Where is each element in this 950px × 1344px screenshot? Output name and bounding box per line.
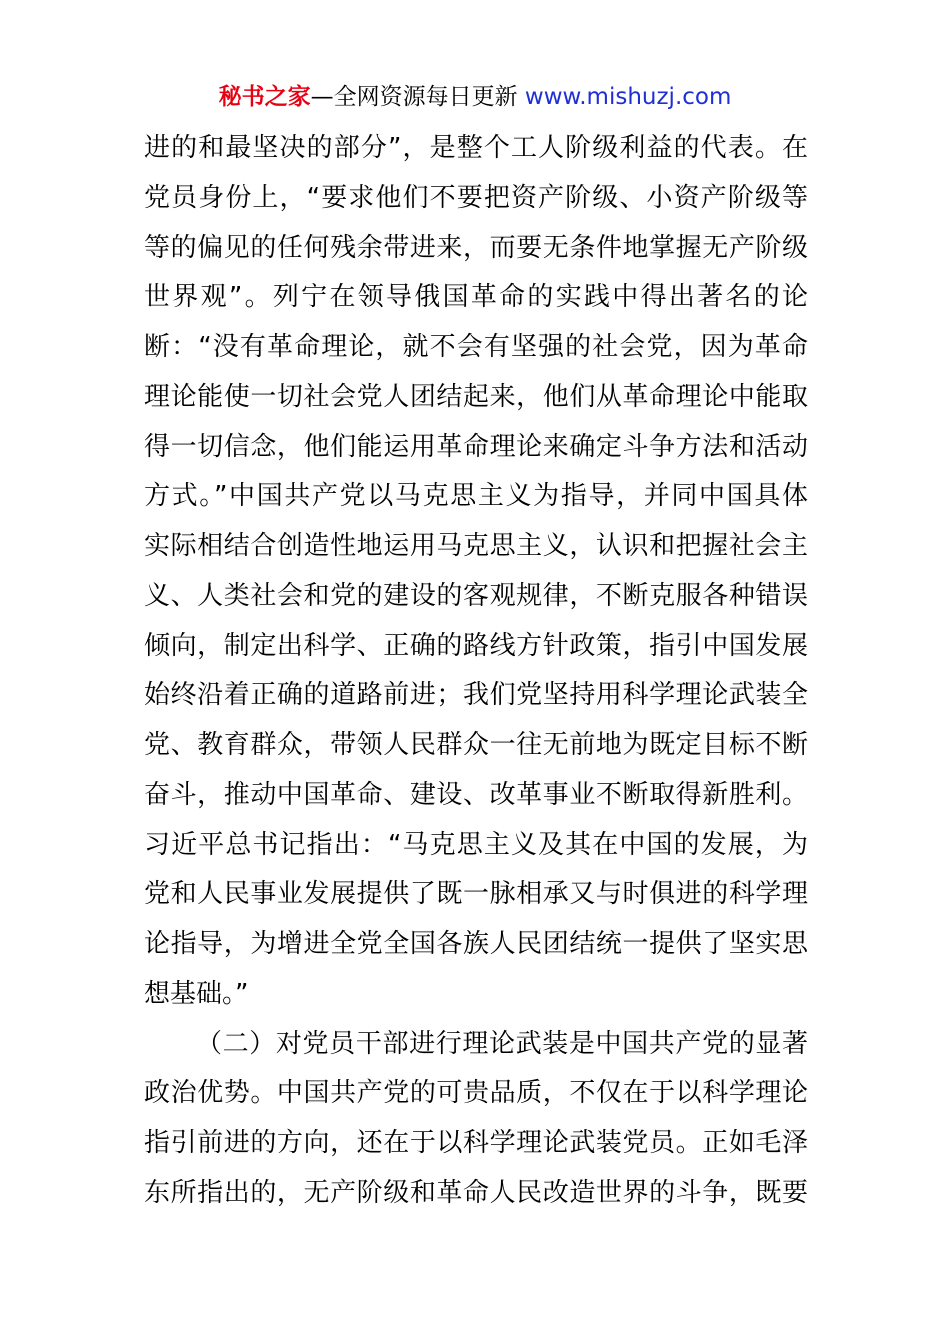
text-line: 奋斗，推动中国革命、建设、改革事业不断取得新胜利。 bbox=[144, 779, 808, 810]
text-line: 习近平总书记指出：“马克思主义及其在中国的发展，为 bbox=[144, 829, 808, 860]
text-line: 党和人民事业发展提供了既一脉相承又与时俱进的科学理 bbox=[144, 879, 808, 910]
text-line: 政治优势。中国共产党的可贵品质，不仅在于以科学理论 bbox=[144, 1078, 808, 1109]
text-line: 理论能使一切社会党人团结起来，他们从革命理论中能取 bbox=[144, 381, 808, 412]
paragraph-2 bbox=[144, 1020, 808, 1219]
document-body bbox=[144, 124, 808, 1219]
text-line: 党、教育群众，带领人民群众一往无前地为既定目标不断 bbox=[144, 730, 808, 760]
text-line: 党员身份上，“要求他们不要把资产阶级、小资产阶级等 bbox=[144, 182, 808, 213]
text-line: 等的偏见的任何残余带进来，而要无条件地掌握无产阶级 bbox=[144, 232, 808, 263]
text-line: 始终沿着正确的道路前进；我们党坚持用科学理论武装全 bbox=[144, 680, 808, 711]
text-line: 义、人类社会和党的建设的客观规律，不断克服各种错误 bbox=[144, 580, 808, 611]
site-url-link[interactable]: www.mishuzj.com bbox=[524, 84, 732, 110]
text-line: 倾向，制定出科学、正确的路线方针政策，指引中国发展 bbox=[144, 630, 808, 661]
text-line: 指引前进的方向，还在于以科学理论武装党员。正如毛泽 bbox=[144, 1128, 808, 1158]
text-line: 进的和最坚决的部分”，是整个工人阶级利益的代表。在 bbox=[144, 133, 808, 163]
text-line: 东所指出的，无产阶级和革命人民改造世界的斗争，既要 bbox=[144, 1177, 808, 1208]
site-header bbox=[0, 80, 950, 114]
text-line: 想基础。” bbox=[144, 978, 249, 1009]
text-line: 断：“没有革命理论，就不会有坚强的社会党，因为革命 bbox=[144, 332, 808, 362]
text-line: 得一切信念，他们能运用革命理论来确定斗争方法和活动 bbox=[144, 431, 808, 462]
text-line: 论指导，为增进全党全国各族人民团结统一提供了坚实思 bbox=[144, 929, 808, 959]
paragraph-1 bbox=[144, 124, 808, 1020]
header-tagline: —全网资源每日更新 bbox=[310, 84, 525, 110]
text-line: （二）对党员干部进行理论武装是中国共产党的显著 bbox=[196, 1028, 808, 1059]
text-line: 方式。”中国共产党以马克思主义为指导，并同中国具体 bbox=[144, 481, 808, 512]
brand-name: 秘书之家 bbox=[218, 84, 311, 110]
text-line: 世界观”。列宁在领导俄国革命的实践中得出著名的论 bbox=[144, 282, 808, 313]
text-line: 实际相结合创造性地运用马克思主义，认识和把握社会主 bbox=[144, 531, 808, 561]
